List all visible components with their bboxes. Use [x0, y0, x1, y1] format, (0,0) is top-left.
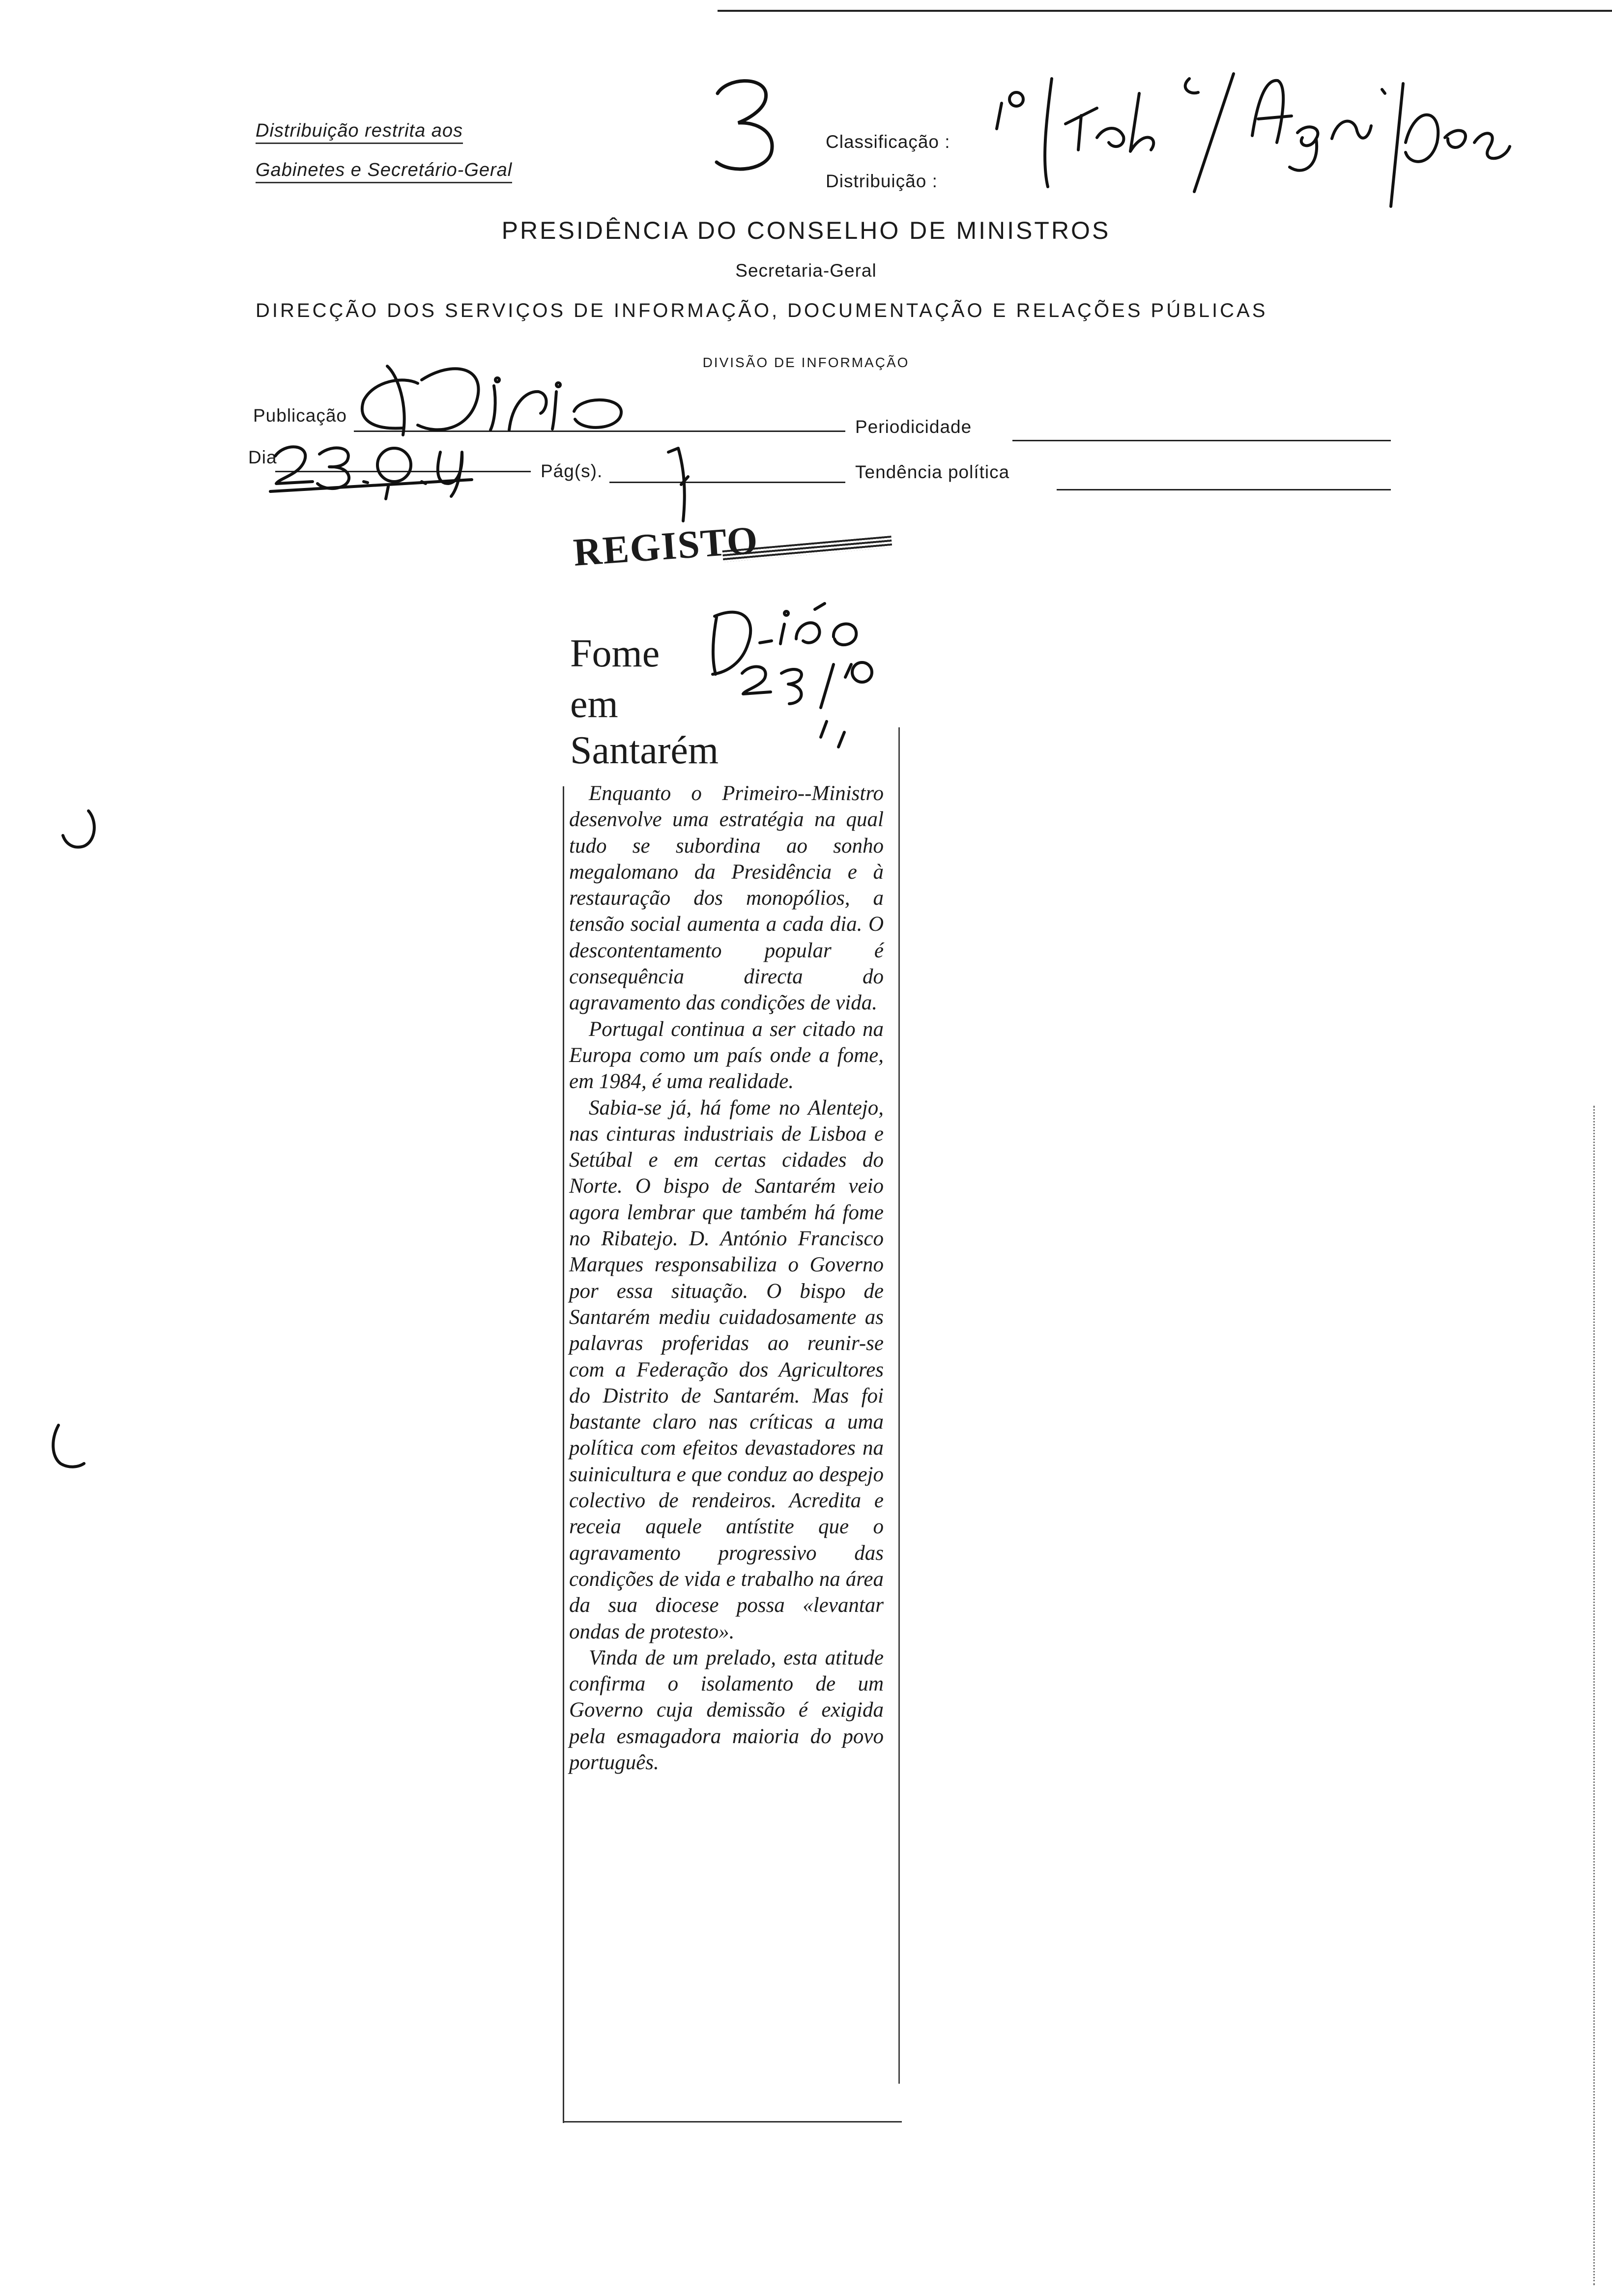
- top-rule: [718, 10, 1612, 12]
- publication-label: Publicação: [253, 405, 347, 426]
- publication-line: [354, 430, 845, 432]
- headline-line-1: Fome: [570, 632, 660, 675]
- classification-label: Classificação :: [826, 132, 950, 152]
- distribution-restricted-line-1: Distribuição restrita aos: [256, 120, 463, 144]
- section-heading: REGISTO: [572, 518, 760, 575]
- distribution-label: Distribuição :: [826, 171, 938, 191]
- secretariat-title: Secretaria-Geral: [735, 260, 877, 281]
- scan-mark: [42, 1415, 96, 1479]
- periodicity-label: Periodicidade: [855, 417, 972, 437]
- handwritten-classification: [983, 64, 1612, 221]
- clipping-right-edge: [898, 727, 900, 2084]
- scan-mark: [54, 801, 108, 860]
- distribution-restricted-line-2: Gabinetes e Secretário-Geral: [256, 160, 512, 183]
- handwritten-page-number: [708, 74, 786, 177]
- handwritten-date: [265, 432, 541, 501]
- headline-line-2: em: [570, 683, 618, 726]
- day-label: Dia: [248, 447, 277, 467]
- handwritten-page: [649, 442, 718, 531]
- pages-line: [609, 482, 845, 483]
- scan-edge: [1593, 1106, 1595, 2285]
- clipping-bottom-edge: [563, 2121, 902, 2123]
- political-tendency-line: [1057, 489, 1391, 490]
- headline-line-3: Santarém: [570, 729, 719, 772]
- presidency-title: PRESIDÊNCIA DO CONSELHO DE MINISTROS: [501, 217, 1111, 244]
- clipping-left-edge: [563, 786, 564, 2123]
- division-title: DIVISÃO DE INFORMAÇÃO: [702, 355, 910, 370]
- day-line: [275, 471, 531, 472]
- article-paragraph: Portugal continua a ser citado na Europa como um país onde a fome, em 1984, é uma realidade.: [569, 1017, 884, 1093]
- directorate-title: DIRECÇÃO DOS SERVIÇOS DE INFORMAÇÃO, DOCUMENTAÇÃO E RELAÇÕES PÚBLICAS: [256, 300, 1268, 321]
- pages-label: Pág(s).: [541, 461, 603, 481]
- article-paragraph: Sabia-se já, há fome no Alentejo, nas cinturas industriais de Lisboa e Setúbal e em certas cidades do Norte. O bispo de Santarém veio agora lembrar que também há fome no Ribatejo. D. António Francisco Marques responsabiliza o Governo por essa situação. O bispo de Santarém mediu cuidadosamente as palavras proferidas ao reunir-se com a Federação dos Agricultores do Distrito de Santarém. Mas foi bastante claro nas críticas a uma política com efeitos devastadores na suinicultura e que conduz ao despejo colectivo de rendeiros. Acredita e receia aquele antístite que o agravamento progressivo das condições de vida e trabalho na área da sua diocese possa «levantar ondas de protesto».: [569, 1096, 884, 1643]
- political-tendency-label: Tendência política: [855, 462, 1010, 482]
- article-paragraph: Enquanto o Primeiro--Ministro desenvolve uma estratégia na qual tudo se subordina ao sonho megalomano da Presidência e à restauração dos monopólios, a tensão social aumenta a cada dia. O descontentamento popular é consequência directa do agravamento das condições de vida.: [569, 782, 884, 1015]
- article-body: [569, 780, 884, 1776]
- handwritten-publication-name: [344, 356, 649, 455]
- periodicity-line: [1012, 440, 1391, 441]
- article-paragraph: Vinda de um prelado, esta atitude confirma o isolamento de um Governo cuja demissão é exigida pela esmagadora maioria do povo português.: [569, 1646, 884, 1774]
